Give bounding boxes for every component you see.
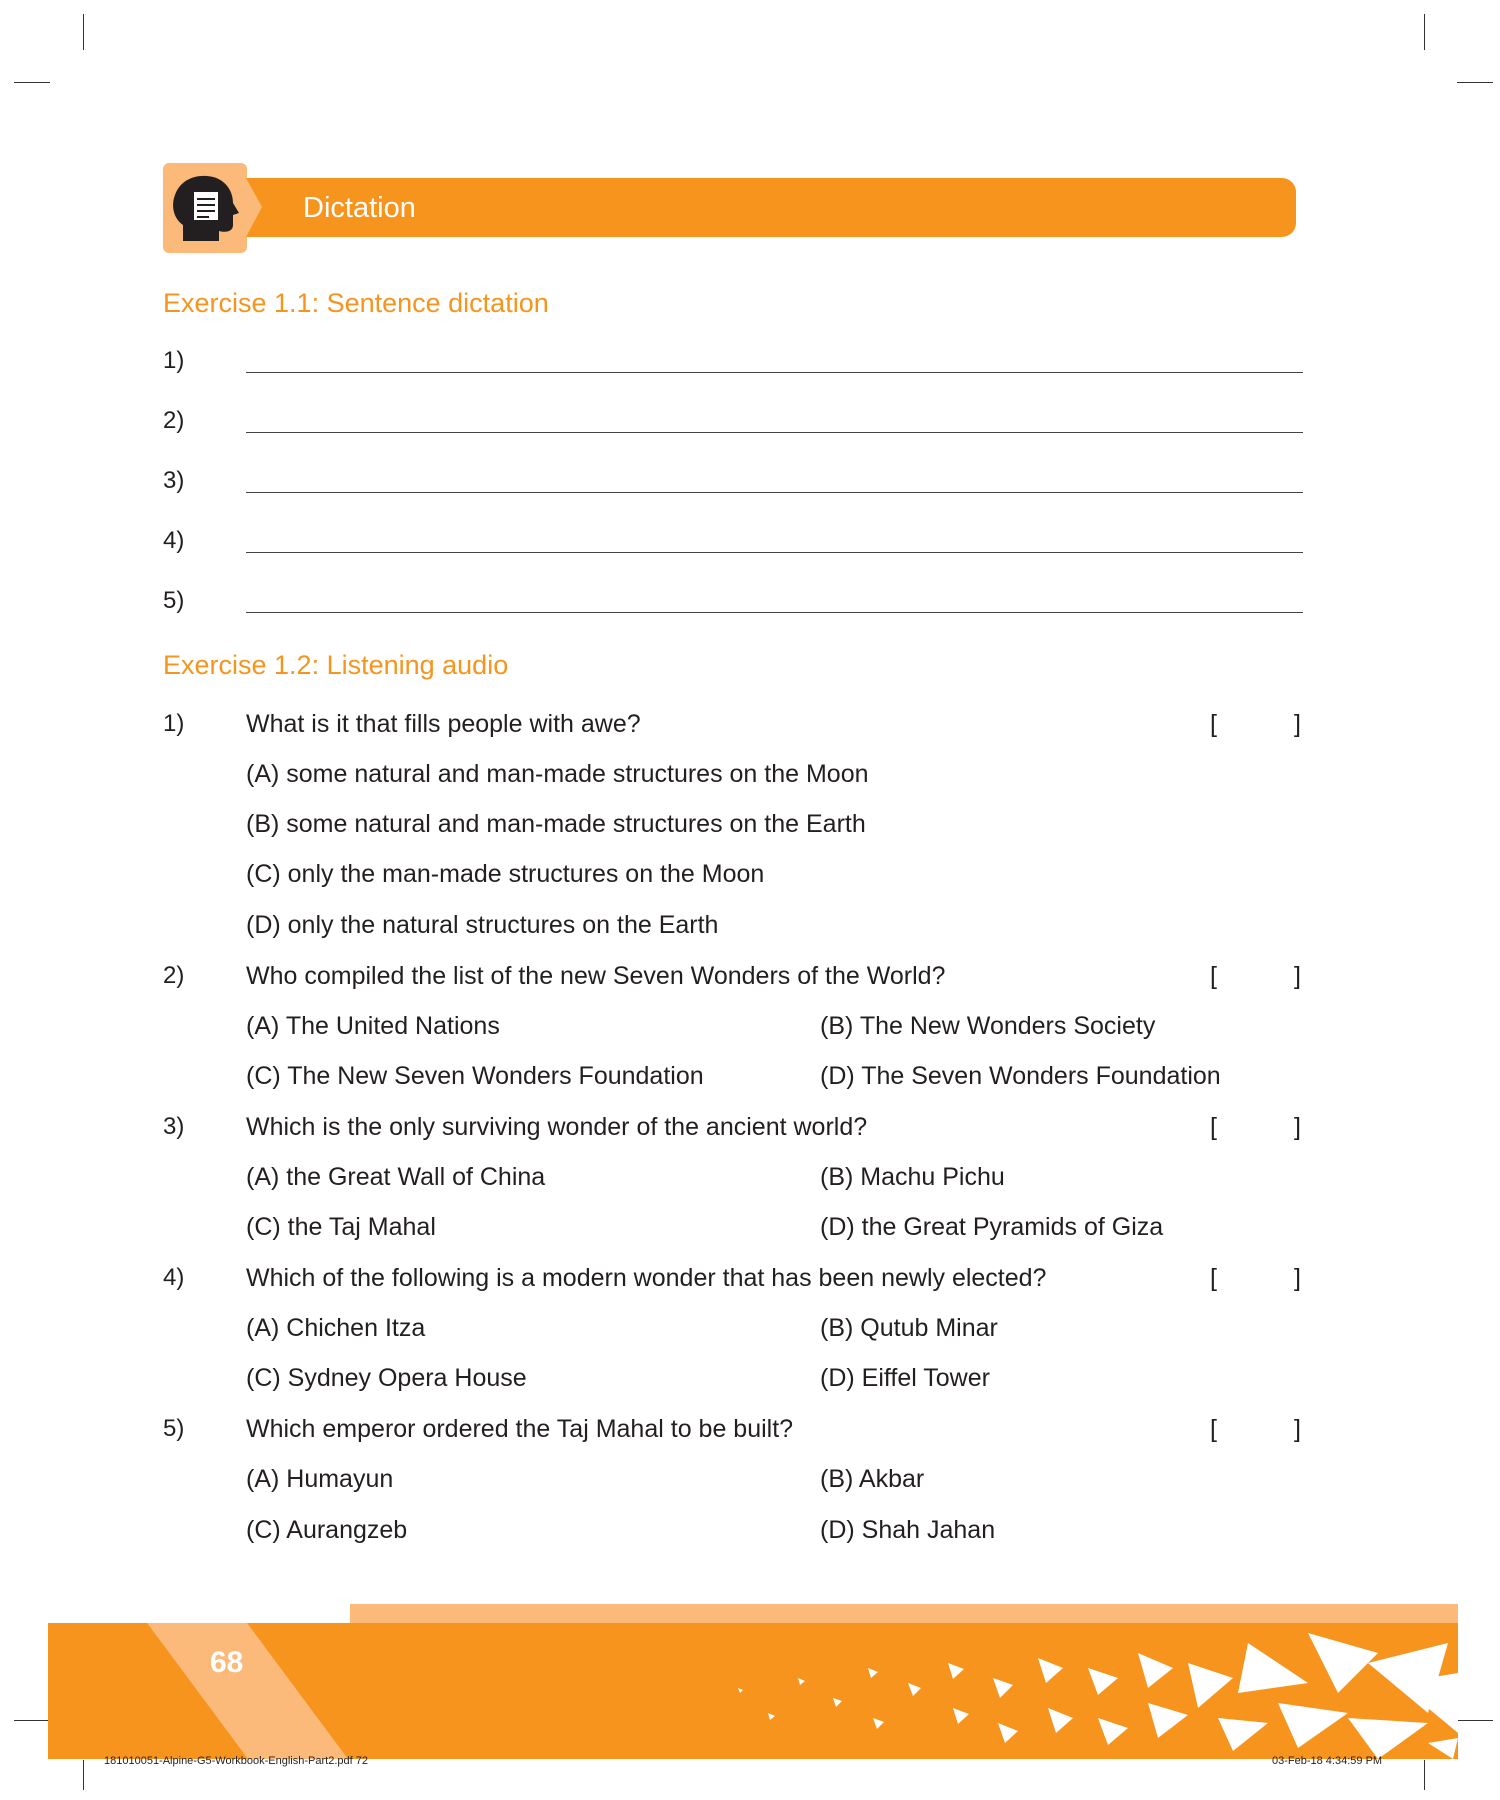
- crop-mark: [14, 82, 50, 83]
- dictation-line-number: 2): [163, 407, 185, 434]
- file-slug: 181010051-Alpine-G5-Workbook-English-Part2.pdf 72: [104, 1755, 368, 1767]
- option-d: (D) only the natural structures on the Earth: [246, 911, 719, 939]
- dictation-answer-line[interactable]: [246, 552, 1303, 553]
- dictation-answer-line[interactable]: [246, 372, 1303, 373]
- option-d: (D) the Great Pyramids of Giza: [820, 1213, 1164, 1241]
- dictation-line-number: 3): [163, 467, 185, 494]
- crop-mark: [83, 1760, 84, 1790]
- option-a: (A) the Great Wall of China: [246, 1163, 546, 1191]
- option-a: (A) Chichen Itza: [246, 1314, 426, 1342]
- question-number: 3): [163, 1113, 185, 1140]
- dictation-icon-box: [163, 163, 247, 253]
- option-c: (C) the Taj Mahal: [246, 1213, 436, 1241]
- question-number: 2): [163, 962, 185, 989]
- answer-bracket-close: ]: [1294, 1264, 1301, 1292]
- option-c: (C) Sydney Opera House: [246, 1364, 527, 1392]
- question-text: Which is the only surviving wonder of the ancient world?: [246, 1113, 868, 1141]
- banner-notch: [246, 178, 262, 237]
- answer-bracket-open[interactable]: [: [1210, 1113, 1217, 1141]
- question-number: 1): [163, 710, 185, 737]
- answer-bracket-open[interactable]: [: [1210, 1415, 1217, 1443]
- option-b: (B) Machu Pichu: [820, 1163, 1005, 1191]
- answer-bracket-open[interactable]: [: [1210, 710, 1217, 738]
- head-notepad-icon: [163, 163, 247, 253]
- crop-mark: [1424, 1760, 1425, 1790]
- option-a: (A) some natural and man-made structures on the Moon: [246, 760, 869, 788]
- dictation-answer-line[interactable]: [246, 492, 1303, 493]
- question-text: What is it that fills people with awe?: [246, 710, 641, 738]
- option-c: (C) The New Seven Wonders Foundation: [246, 1062, 704, 1090]
- option-d: (D) Shah Jahan: [820, 1516, 996, 1544]
- footer-band: [48, 1623, 1458, 1759]
- answer-bracket-open[interactable]: [: [1210, 1264, 1217, 1292]
- crop-mark: [1457, 1720, 1493, 1721]
- answer-bracket-open[interactable]: [: [1210, 962, 1217, 990]
- option-c: (C) Aurangzeb: [246, 1516, 408, 1544]
- dictation-answer-line[interactable]: [246, 612, 1303, 613]
- dictation-line-number: 5): [163, 587, 185, 614]
- option-a: (A) The United Nations: [246, 1012, 500, 1040]
- dictation-answer-line[interactable]: [246, 432, 1303, 433]
- answer-bracket-close: ]: [1294, 962, 1301, 990]
- section-title: Dictation: [303, 192, 416, 224]
- dictation-line-number: 1): [163, 347, 185, 374]
- dictation-line-number: 4): [163, 527, 185, 554]
- crop-mark: [1457, 82, 1493, 83]
- option-c: (C) only the man-made structures on the Moon: [246, 860, 765, 888]
- exercise-1-title: Exercise 1.1: Sentence dictation: [163, 288, 549, 318]
- option-d: (D) The Seven Wonders Foundation: [820, 1062, 1221, 1090]
- question-text: Who compiled the list of the new Seven Wonders of the World?: [246, 962, 946, 990]
- option-b: (B) Qutub Minar: [820, 1314, 998, 1342]
- answer-bracket-close: ]: [1294, 1415, 1301, 1443]
- print-timestamp: 03-Feb-18 4:34:59 PM: [1272, 1755, 1383, 1767]
- crop-mark: [1424, 14, 1425, 50]
- answer-bracket-close: ]: [1294, 710, 1301, 738]
- option-d: (D) Eiffel Tower: [820, 1364, 990, 1392]
- question-text: Which emperor ordered the Taj Mahal to be built?: [246, 1415, 794, 1443]
- option-b: (B) some natural and man-made structures on the Earth: [246, 810, 866, 838]
- question-number: 5): [163, 1415, 185, 1442]
- option-b: (B) Akbar: [820, 1465, 925, 1493]
- question-number: 4): [163, 1264, 185, 1291]
- crop-mark: [83, 14, 84, 50]
- crop-mark: [14, 1720, 50, 1721]
- answer-bracket-close: ]: [1294, 1113, 1301, 1141]
- option-b: (B) The New Wonders Society: [820, 1012, 1156, 1040]
- footer-decoration: [48, 1623, 1458, 1759]
- page-number: 68: [210, 1646, 244, 1679]
- option-a: (A) Humayun: [246, 1465, 394, 1493]
- exercise-2-title: Exercise 1.2: Listening audio: [163, 650, 509, 680]
- question-text: Which of the following is a modern wonder that has been newly elected?: [246, 1264, 1047, 1292]
